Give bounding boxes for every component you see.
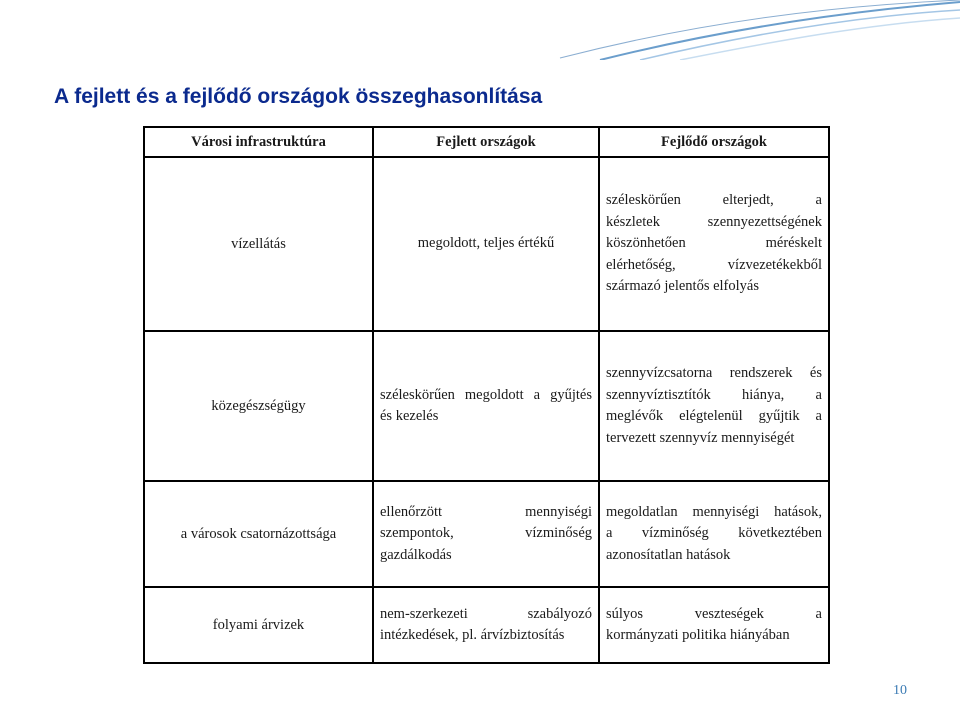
header-developing-countries: Fejlődő országok xyxy=(599,127,829,157)
cell-line: meglévők elégtelenül gyűjtik a xyxy=(606,408,822,424)
developing-cell xyxy=(599,331,829,481)
developed-cell xyxy=(373,331,599,481)
cell-line: széleskörűen elterjedt, a xyxy=(606,192,822,209)
developing-cell xyxy=(599,481,829,587)
page-number: 10 xyxy=(893,683,907,698)
table-row xyxy=(144,587,829,663)
table-row xyxy=(144,157,829,331)
comparison-table xyxy=(143,126,830,664)
decorative-swoosh xyxy=(0,0,960,60)
cell-line: szennyvíztisztítók hiánya, a xyxy=(606,386,822,403)
cell-line: származó jelentős elfolyás xyxy=(606,278,759,295)
topic-cell: vízellátás xyxy=(144,157,373,331)
developed-cell xyxy=(373,481,599,587)
cell-line: a vízminőség következtében xyxy=(606,525,822,542)
cell-line: szempontok, vízminőség xyxy=(380,525,592,542)
developed-cell xyxy=(373,587,599,663)
cell-line: intézkedések, pl. árvízbiztosítás xyxy=(380,627,565,643)
developing-cell xyxy=(599,157,829,331)
cell-line: köszönhetően méréskelt xyxy=(606,235,822,252)
topic-cell: folyami árvizek xyxy=(144,587,373,663)
table-row xyxy=(144,481,829,587)
table-row xyxy=(144,331,829,481)
topic-cell: közegészségügy xyxy=(144,331,373,481)
cell-line: kormányzati politika hiányában xyxy=(606,627,790,643)
cell-line: azonosítatlan hatások xyxy=(606,546,731,563)
developed-cell xyxy=(373,157,599,331)
cell-line: megoldott, teljes értékű xyxy=(417,235,555,252)
developing-cell xyxy=(599,587,829,663)
cell-line: megoldatlan mennyiségi hatások, xyxy=(606,503,822,520)
topic-cell: a városok csatornázottsága xyxy=(144,481,373,587)
cell-line: készletek szennyezettségének xyxy=(606,213,822,230)
cell-line: súlyos veszteségek a xyxy=(606,605,822,622)
cell-line: és kezelés xyxy=(380,408,439,424)
cell-line: tervezett szennyvíz mennyiségét xyxy=(606,429,795,446)
cell-line: elérhetőség, vízvezetékekből xyxy=(606,256,822,273)
cell-line: nem-szerkezeti szabályozó xyxy=(380,605,592,622)
header-urban-infrastructure: Városi infrastruktúra xyxy=(144,127,373,157)
cell-line: ellenőrzött mennyiségi xyxy=(380,503,592,520)
table-header-row xyxy=(144,127,829,157)
header-developed-countries: Fejlett országok xyxy=(373,127,599,157)
cell-line: széleskörűen megoldott a gyűjtés xyxy=(380,386,592,403)
cell-line: szennyvízcsatorna rendszerek és xyxy=(606,365,822,381)
cell-line: gazdálkodás xyxy=(380,546,452,563)
slide-title: A fejlett és a fejlődő országok összeghasonlítása xyxy=(54,85,543,108)
